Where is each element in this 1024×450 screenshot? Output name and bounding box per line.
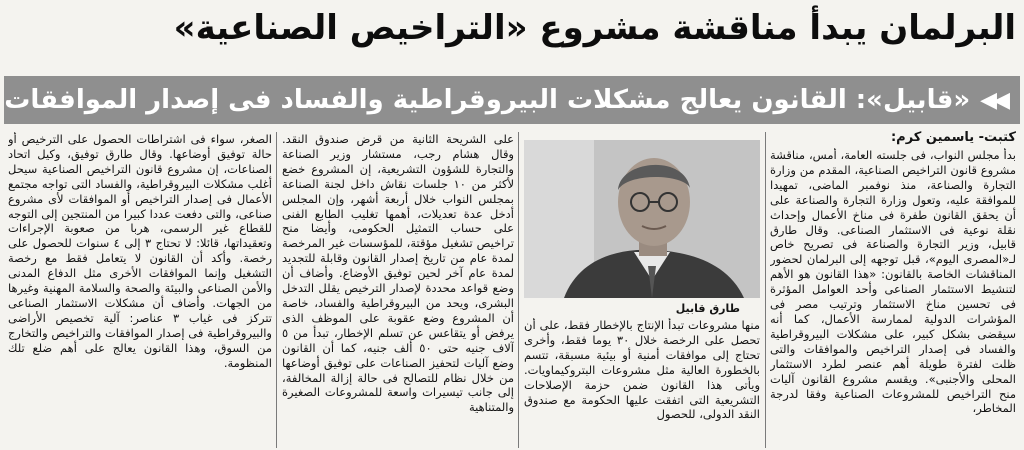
subheadline: «قابيل»: القانون يعالج مشكلات البيروقراطية والفساد فى إصدار الموافقات (4, 85, 971, 115)
byline: كتبت- ياسمين كرم: (890, 130, 1016, 145)
subheadline-bar (4, 76, 1020, 124)
article-column-1 (770, 148, 1016, 448)
column-4-text: الصغر، سواء فى اشتراطات الحصول على الترخيص أو حالة توفيق أوضاعها. وقال طارق توفيق، وكيل اتحاد الصناعات، إن مشروع قانون التراخيص الصناعية سيحل أغلب مشكلات البيروقراطية، والفساد التى تواجه مجتمع الأعمال فى إصدار التراخيص أو الموافقات لأى مشروع صناعى، والتى دفعت عددا كبيرا من المنتجين إلى التوجه للقطاع غير الرسمى، هربا من صعوبة الإجراءات وتعقيداتها، قائلا: لا تحتاج ٣ إلى ٤ سنوات للحصول على رخصة. وأكد أن القانون لا يتعامل فقط مع رخصة التشغيل وإنما الموافقات الأخرى مثل الدفاع المدنى والأمن الصناعى والبيئة والصحة والسلامة المهنية وغيرها من الجهات. وأضاف أن مشكلات الاستثمار الصناعى تتركز فى غياب ٣ عناصر: آلية تخصيص الأراضى والبيروقراطية فى إصدار الموافقات والتراخيص والتخارج من السوق، وهذا القانون يعالج على أهم ضلع تلك المنظومة. (8, 132, 272, 370)
column-divider (765, 132, 766, 448)
column-3-text: على الشريحة الثانية من قرض صندوق النقد. وقال هشام رجب، مستشار وزير الصناعة والتجارة للشؤون التشريعية، إن المشروع خضع لأكثر من ١٠ جلسات نقاش داخل لجنة الصناعة بمجلس النواب خلال أربعة أشهر، وإن المجلس أدخل عدة تعديلات، أهمها تغليب الطابع الفنى على حساب التمثيل الحكومى، وأيضا منح تراخيص تشغيل مؤقتة، للمؤسسات غير المرخصة لمدة عام من تاريخ إصدار القانون وقابلة للتجديد لمدة عام آخر لحين توفيق الأوضاع. وأضاف أن وضع قواعد محددة لإصدار الترخيص يقلل التدخل البشرى، ويحد من البيروقراطية والفساد، خاصة أن المشروع وضع عقوبة على الموظف الذى يرفض أو يتقاعس عن تسلم الإخطار، تبدأ من ٥ آلاف جنيه حتى ٥٠ ألف جنيه، كما أن القانون وضع آليات لتحفيز الصناعات على توفيق أوضاعها من خلال نظام للتصالح فى حالة إزالة المخالفة، إلى جانب تيسيرات واسعة للمشروعات الصغيرة والمتناهية (282, 132, 514, 415)
article-column-4 (8, 132, 272, 448)
column-divider (518, 132, 519, 448)
article-column-2 (524, 318, 760, 448)
article-column-3 (282, 132, 514, 448)
photo-caption: طارق قابيل (675, 302, 740, 315)
headline: البرلمان يبدأ مناقشة مشروع «التراخيص الصناعية» (173, 8, 1016, 48)
double-arrow-icon: ◀◀ (980, 87, 1006, 113)
portrait-photo (524, 140, 760, 298)
column-divider (276, 132, 277, 448)
column-1-text: بدأ مجلس النواب، فى جلسته العامة، أمس، مناقشة مشروع قانون التراخيص الصناعية، المقدم من وزارة التجارة والصناعة، منذ نوفمبر الماضى، تمهيدا للموافقة عليه، وتعول وزارة التجارة والصناعة على أن يحقق القانون طفرة فى مناخ الأعمال وإحداث نقلة نوعية فى الاستثمار الصناعى. وقال طارق قابيل، وزير التجارة والصناعة فى تصريح خاص لـ«المصرى اليوم»، قبل توجهه إلى البرلمان لحضور المناقشات الخاصة بالقانون: «هذا القانون هو الأهم لتنشيط الاستثمار الصناعى وأحد العوامل المؤثرة فى تحسين مناخ الاستثمار وترتيب مصر فى المؤشرات الدولية لممارسة الأعمال، كما أنه سيقضى بشكل كبير، على مشكلات البيروقراطية والفساد فى إصدار التراخيص والموافقات والتى ظلت لفترة طويلة أهم عنصر لطرد الاستثمار المحلى والأجنبى». ويقسم مشروع القانون آليات منح التراخيص للمشروعات الصناعية وفقا لدرجة المخاطر، (770, 148, 1016, 416)
column-2-text: منها مشروعات تبدأ الإنتاج بالإخطار فقط، على أن تحصل على الرخصة خلال ٣٠ يوما فقط، وأخرى تحتاج إلى موافقات أمنية أو بيئية مسبقة، تتسم بالخطورة العالية مثل مشروعات البتروكيماويات. ويأتى هذا القانون ضمن حزمة الإصلاحات التشريعية التى اتفقت عليها الحكومة مع صندوق النقد الدولى، للحصول (524, 318, 760, 422)
portrait-image (524, 140, 760, 298)
